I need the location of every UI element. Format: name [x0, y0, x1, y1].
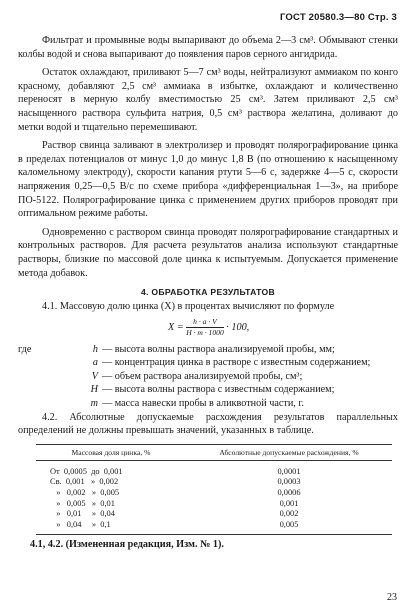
definition-lead: [18, 370, 84, 384]
page-header: ГОСТ 20580.3—80 Стр. 3: [279, 12, 397, 23]
table-header-mass-fraction: Массовая доля цинка, %: [71, 447, 151, 457]
definition-symbol: V: [91, 370, 98, 382]
table-cell-tolerance: 0,001: [279, 498, 299, 508]
definition-symbol: a: [92, 357, 98, 369]
formula-rhs: · 100,: [226, 321, 250, 333]
formula-denominator: H · m · 1000: [186, 327, 224, 337]
paragraph-filtrate: Фильтрат и промывные воды выпаривают до объема 2—3 см³. Обмывают стенки колбы водой и снова выпаривают до появления паров серного ангидрида.: [18, 35, 398, 60]
table-cell-range: » 0,01 » 0,04: [50, 509, 115, 519]
table-cell-tolerance: 0,0006: [277, 488, 301, 498]
definition-lead: где: [18, 343, 32, 355]
table-cell-tolerance: 0,0003: [277, 477, 301, 487]
definition-symbol: h: [92, 343, 98, 355]
definition-row: [18, 397, 398, 411]
table-cell-range: » 0,002 » 0,005: [50, 488, 120, 498]
paragraph-polarography: Раствор свинца заливают в электролизер и проводят полярографирование цинка в пределах потенциалов от минус 1,0 до минус 1,8 В (по отношению к насыщенному каломельному электроду), скорости капания ртути 5—6 с, задержке 4—5 с, скорости напряжения 0,25—0,5 В/с по схеме прибора «дифференциальная 1—3», на приборе ПО-5122. Полярографирование цинка с применением других приборов проводят при оптимальном режиме работы.: [18, 140, 398, 220]
definition-lead: [18, 383, 84, 397]
table-header-tolerance: Абсолютные допускаемые расхождения, %: [219, 447, 359, 457]
definition-row: [18, 370, 398, 384]
tolerance-table: [36, 444, 392, 536]
paragraph-residue: Остаток охлаждают, приливают 5—7 см³ воды, нейтрализуют аммиаком по конго красному, добавляют 2,5 см³ аммиака в избытке, охлаждают и количественно переносят в мерную колбу вместимостью 25 см³. Затем приливают 2,5 см³ насыщенного раствора сульфита натрия, 0,5 см³ раствора желатина, доливают до метки водой и тщательно перемешивают.: [18, 67, 398, 133]
document-body: [18, 34, 398, 550]
definition-row: [18, 356, 398, 370]
table-header: [36, 444, 392, 461]
definition-symbol: H: [90, 384, 98, 396]
table-cell-tolerance: 0,005: [279, 519, 299, 529]
definition-text: — концентрация цинка в растворе с известным содержанием;: [102, 357, 371, 369]
section-title: 4. ОБРАБОТКА РЕЗУЛЬТАТОВ: [140, 287, 276, 298]
definition-text: — масса навески пробы в аликвотной части, г.: [102, 398, 304, 410]
definition-text: — высота волны раствора с известным содержанием;: [102, 384, 335, 396]
table-column-tolerance: [186, 467, 392, 531]
table-cell-range: » 0,04 » 0,1: [50, 519, 111, 529]
definition-row: [18, 383, 398, 397]
definition-row: [18, 343, 398, 357]
formula-numerator: h · a · V: [186, 317, 224, 328]
table-cell-range: От 0,0005 до 0,001: [50, 466, 123, 476]
formula-lhs: X =: [168, 321, 184, 333]
paragraph-standards: Одновременно с раствором свинца проводят полярографирование стандартных и контрольных растворов. Для расчета результатов анализа используют стандартные растворы, близкие по массовой доле цинка к испытуемым. Допускается применение метода добавок.: [18, 226, 398, 279]
table-cell-tolerance: 0,0001: [277, 466, 301, 476]
formula-fraction: [186, 317, 224, 338]
table-column-range: [36, 467, 186, 531]
definition-text: — высота волны раствора анализируемой пробы, мм;: [102, 343, 335, 355]
table-cell-range: Св. 0,001 » 0,002: [50, 477, 119, 487]
zinc-formula: [168, 317, 398, 339]
amendment-note: 4.1, 4.2. (Измененная редакция, Изм. № 1).: [30, 539, 224, 551]
symbol-definitions: [18, 343, 398, 411]
paragraph-4-1: 4.1. Массовую долю цинка (X) в процентах вычисляют по формуле: [42, 301, 335, 313]
definition-lead: [18, 397, 84, 411]
table-body: [36, 461, 392, 536]
definition-lead: [18, 356, 84, 370]
table-cell-range: » 0,005 » 0,01: [50, 498, 115, 508]
page-number: 23: [387, 592, 397, 603]
paragraph-4-2: 4.2. Абсолютные допускаемые расхождения результатов параллельных определений не должны превышать значений, указанных в таблице.: [18, 411, 398, 437]
definition-text: — объем раствора анализируемой пробы, см³;: [102, 370, 303, 382]
definition-symbol: m: [90, 398, 98, 410]
table-cell-tolerance: 0,002: [279, 509, 299, 519]
